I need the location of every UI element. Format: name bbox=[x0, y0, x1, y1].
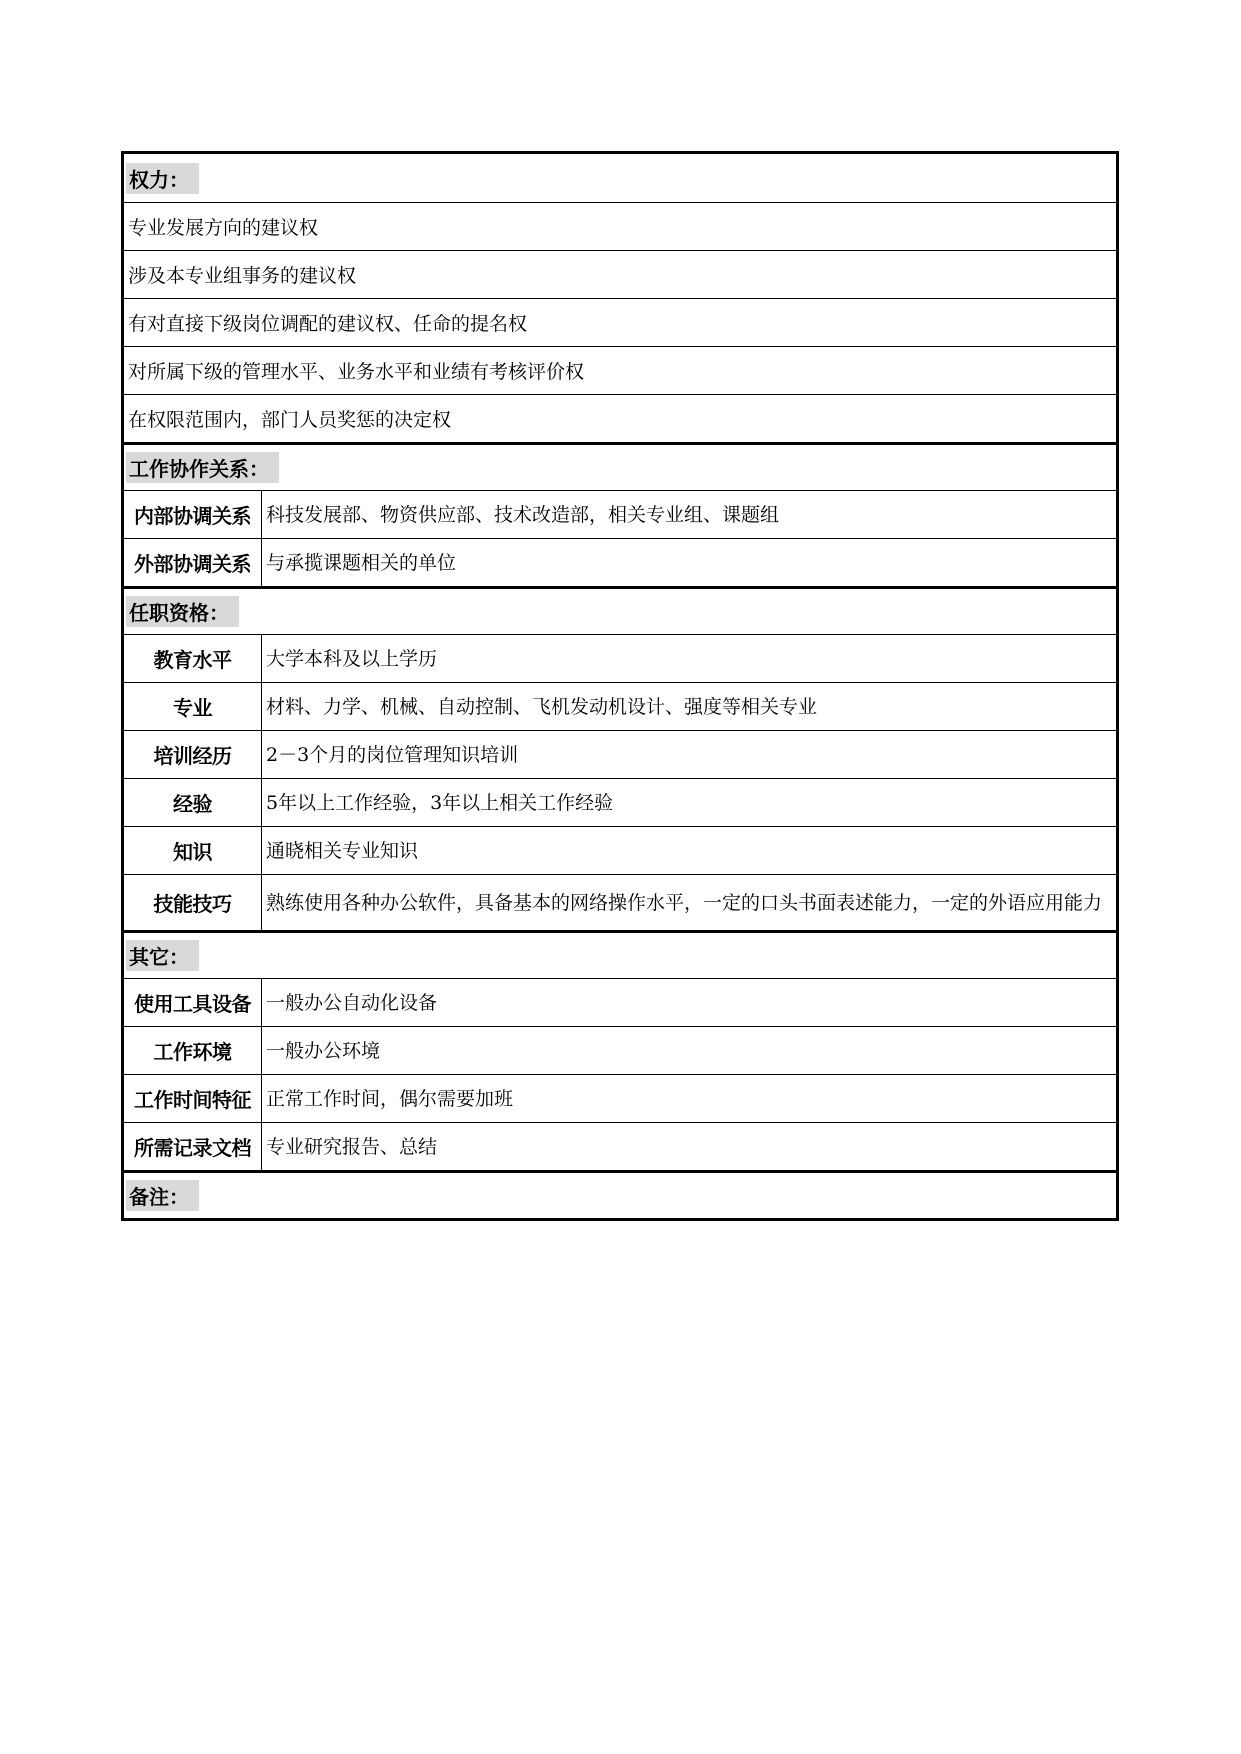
row-label: 专业 bbox=[124, 683, 262, 730]
table-row bbox=[124, 682, 1116, 730]
section-title: 任职资格： bbox=[126, 596, 239, 627]
section-cooperation-header bbox=[124, 442, 1116, 490]
section-title: 权力： bbox=[126, 163, 199, 194]
table-row bbox=[124, 730, 1116, 778]
row-label: 经验 bbox=[124, 779, 262, 826]
section-qualification-header bbox=[124, 586, 1116, 634]
row-label: 工作环境 bbox=[124, 1027, 262, 1074]
section-power-header bbox=[124, 154, 1116, 202]
row-value: 熟练使用各种办公软件，具备基本的网络操作水平，一定的口头书面表述能力，一定的外语应用能力 bbox=[266, 891, 1103, 914]
table-row bbox=[124, 1122, 1116, 1170]
table-row bbox=[124, 1026, 1116, 1074]
row-label: 知识 bbox=[124, 827, 262, 874]
table-row bbox=[124, 538, 1116, 586]
row-label: 培训经历 bbox=[124, 731, 262, 778]
table-row bbox=[124, 778, 1116, 826]
row-value: 与承揽课题相关的单位 bbox=[266, 551, 457, 574]
row-value: 大学本科及以上学历 bbox=[266, 647, 438, 670]
job-description-table bbox=[121, 151, 1119, 1221]
row-label: 内部协调关系 bbox=[124, 491, 262, 538]
power-item: 专业发展方向的建议权 bbox=[124, 202, 1116, 250]
row-label: 所需记录文档 bbox=[124, 1123, 262, 1170]
table-row bbox=[124, 1074, 1116, 1122]
row-value: 科技发展部、物资供应部、技术改造部，相关专业组、课题组 bbox=[266, 503, 780, 526]
row-label: 外部协调关系 bbox=[124, 539, 262, 586]
row-value: 2－3个月的岗位管理知识培训 bbox=[266, 743, 519, 766]
section-remarks-header bbox=[124, 1170, 1116, 1218]
table-row bbox=[124, 490, 1116, 538]
row-value: 一般办公环境 bbox=[266, 1039, 381, 1062]
section-title: 其它： bbox=[126, 940, 199, 971]
row-value: 一般办公自动化设备 bbox=[266, 991, 438, 1014]
row-label: 使用工具设备 bbox=[124, 979, 262, 1026]
row-value: 5年以上工作经验，3年以上相关工作经验 bbox=[266, 791, 614, 814]
section-other-header bbox=[124, 930, 1116, 978]
power-item: 对所属下级的管理水平、业务水平和业绩有考核评价权 bbox=[124, 346, 1116, 394]
power-item: 涉及本专业组事务的建议权 bbox=[124, 250, 1116, 298]
row-label: 技能技巧 bbox=[124, 875, 262, 930]
table-row bbox=[124, 826, 1116, 874]
section-title: 备注： bbox=[126, 1180, 199, 1211]
row-value: 专业研究报告、总结 bbox=[266, 1135, 438, 1158]
power-item: 在权限范围内，部门人员奖惩的决定权 bbox=[124, 394, 1116, 442]
power-item: 有对直接下级岗位调配的建议权、任命的提名权 bbox=[124, 298, 1116, 346]
table-row bbox=[124, 874, 1116, 930]
row-label: 工作时间特征 bbox=[124, 1075, 262, 1122]
table-row bbox=[124, 978, 1116, 1026]
table-row bbox=[124, 634, 1116, 682]
row-value: 正常工作时间，偶尔需要加班 bbox=[266, 1087, 514, 1110]
row-label: 教育水平 bbox=[124, 635, 262, 682]
row-value: 材料、力学、机械、自动控制、飞机发动机设计、强度等相关专业 bbox=[266, 695, 818, 718]
row-value: 通晓相关专业知识 bbox=[266, 839, 419, 862]
section-title: 工作协作关系： bbox=[126, 452, 279, 483]
